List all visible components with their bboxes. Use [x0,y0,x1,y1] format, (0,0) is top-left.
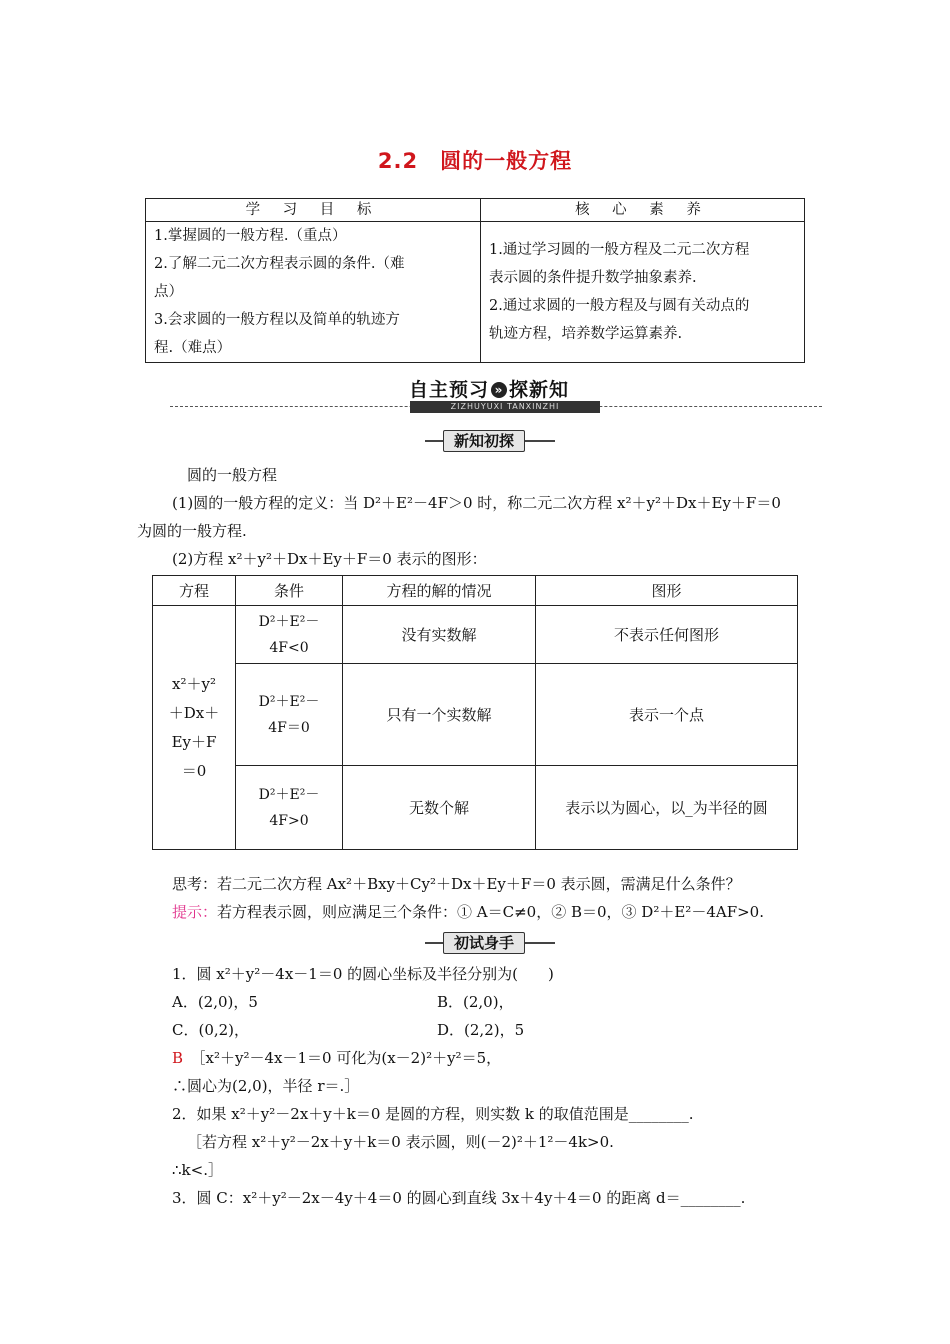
condition-line: D²＋E²－ [258,613,320,630]
condition-line: 4F>0 [269,812,309,829]
answer-2-cont: ∴k<.］ [172,1161,223,1179]
answer-label: B [172,1049,184,1067]
core-item: 轨迹方程，培养数学运算素养. [489,326,683,342]
goals-left-cell [146,222,481,363]
hint-label: 提示： [172,903,218,921]
option-b: B．(2,0)， [437,993,514,1011]
figure-intro: (2)方程 x²＋y²＋Dx＋Ey＋F＝0 表示的图形： [172,550,487,568]
condition-cell [236,664,343,766]
core-item: 表示圆的条件提升数学抽象素养. [489,270,697,286]
condition-line: D²＋E²－ [258,693,320,710]
option-d: D．(2,2)，5 [437,1021,525,1039]
banner-main-text: 自主预习 [409,379,490,401]
subsection-header-1 [425,429,555,453]
answer-1 [172,1044,501,1073]
think-hint [172,898,764,927]
condition-cell [236,606,343,664]
figure-cell: 表示一个点 [536,664,798,766]
goals-right-cell [481,222,805,363]
figure-cell: 表示以为圆心，以_为半径的圆 [536,766,798,850]
answer-1-cont: ∴圆心为(2,0)，半径 r＝.］ [172,1077,360,1095]
section-banner [405,375,573,402]
solution-cell: 没有实数解 [343,606,536,664]
goals-table [145,198,805,363]
table-header: 方程 [153,576,236,606]
solution-cell: 只有一个实数解 [343,664,536,766]
equation-graph-table [152,575,798,850]
goal-item: 3.会求圆的一般方程以及简单的轨迹方 [154,312,400,328]
equation-line: ＋Dx＋ [168,703,220,722]
banner-subtitle: ZIZHUYUXI TANXINZHI [410,401,600,413]
goal-item: 点） [154,284,183,300]
think-question: 思考：若二元二次方程 Ax²＋Bxy＋Cy²＋Dx＋Ey＋F＝0 表示圆，需满足什么条件？ [172,875,741,893]
goals-header-left: 学 习 目 标 [146,199,481,222]
answer-2: ［若方程 x²＋y²－2x＋y＋k＝0 表示圆，则(－2)²＋1²－4k>0. [187,1133,614,1151]
condition-cell [236,766,343,850]
goal-item: 1.掌握圆的一般方程.（重点） [154,228,347,244]
definition-line-2: 为圆的一般方程. [137,522,247,540]
subsection-title: 新知初探 [443,430,525,452]
goal-item: 2.了解二元二次方程表示圆的条件.（难 [154,256,405,272]
hint-text: 若方程表示圆，则应满足三个条件：① A＝C≠0，② B＝0，③ D²＋E²－4AF>0. [217,903,764,921]
condition-line: 4F<0 [269,639,309,656]
goals-header-right: 核 心 素 养 [481,199,805,222]
condition-line: 4F＝0 [268,719,310,736]
equation-line: x²＋y² [172,674,216,693]
equation-cell [153,606,236,850]
equation-line: ＝0 [181,761,207,780]
option-c: C．(0,2)， [172,1021,250,1039]
option-a: A．(2,0)，5 [172,993,258,1011]
banner-main-text-2: 探新知 [509,379,570,401]
question-1: 1．圆 x²＋y²－4x－1＝0 的圆心坐标及半径分别为( ) [172,965,554,983]
table-header: 条件 [236,576,343,606]
goal-item: 程.（难点） [154,340,232,356]
core-item: 1.通过学习圆的一般方程及二元二次方程 [489,242,750,258]
core-item: 2.通过求圆的一般方程及与圆有关动点的 [489,298,750,314]
equation-line: Ey＋F [171,732,217,751]
solution-cell: 无数个解 [343,766,536,850]
question-2: 2．如果 x²＋y²－2x＋y＋k＝0 是圆的方程，则实数 k 的取值范围是________. [172,1105,694,1123]
question-3: 3．圆 C：x²＋y²－2x－4y＋4＝0 的圆心到直线 3x＋4y＋4＝0 的距离 d＝________. [172,1189,746,1207]
subsection-title: 初试身手 [443,932,525,954]
definition-line-1: (1)圆的一般方程的定义：当 D²＋E²－4F＞0 时，称二元二次方程 x²＋y²＋Dx＋Ey＋F＝0 [172,494,781,512]
subsection-header-2 [425,931,555,955]
table-header: 图形 [536,576,798,606]
answer-text: ［x²＋y²－4x－1＝0 可化为(x－2)²＋y²＝5， [198,1049,502,1067]
banner-arrow-icon: » [491,382,507,398]
figure-cell: 不表示任何图形 [536,606,798,664]
topic-heading: 圆的一般方程 [187,466,278,484]
page-title: 2.2 圆的一般方程 [377,149,573,173]
table-header: 方程的解的情况 [343,576,536,606]
condition-line: D²＋E²－ [258,786,320,803]
